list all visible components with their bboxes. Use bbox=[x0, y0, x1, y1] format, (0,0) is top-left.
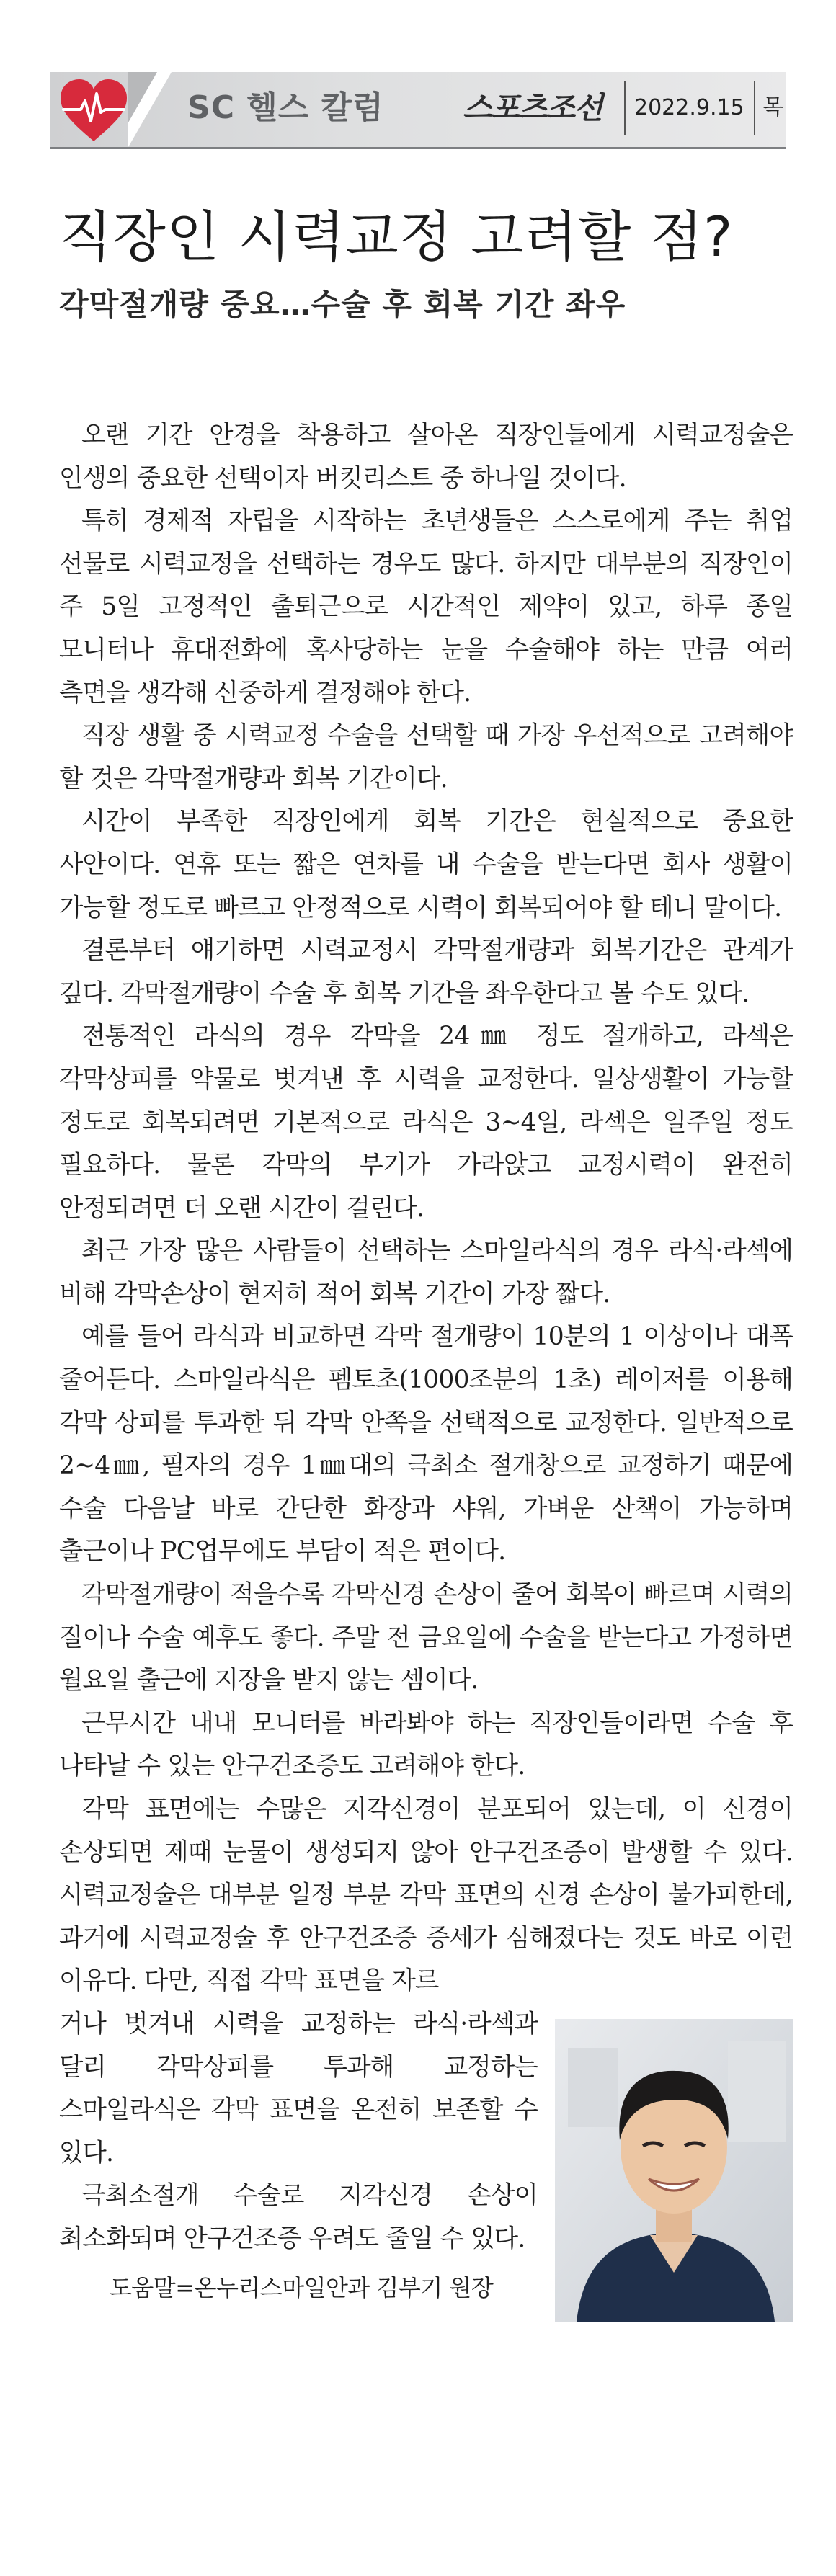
article-paragraph: 시간이 부족한 직장인에게 회복 기간은 현실적으로 중요한 사안이다. 연휴 또는 짧은 연차를 내 수술을 받는다면 회사 생활이 가능할 정도로 빠르고 안정적으로 시력이 회복되어야 할 테니 말이다. bbox=[59, 807, 793, 922]
article-paragraph: 직장 생활 중 시력교정 수술을 선택할 때 가장 우선적으로 고려해야 할 것은 각막절개량과 회복 기간이다. bbox=[59, 721, 793, 793]
newspaper-logo: 스포츠조선 bbox=[463, 90, 602, 125]
column-name: SC 헬스 칼럼 bbox=[187, 89, 384, 126]
article-paragraph-continued: 거나 벗겨내 시력을 교정하는 라식·라섹과 달리 각막상피를 투과해 교정하는 스마일라식은 각막 표면을 온전히 보존할 수 있다. bbox=[59, 2009, 538, 2167]
article-subtitle: 각막절개량 중요…수술 후 회복 기간 좌우 bbox=[59, 287, 626, 322]
article-paragraph: 근무시간 내내 모니터를 바라봐야 하는 직장인들이라면 수술 후 나타날 수 있는 안구건조증도 고려해야 한다. bbox=[59, 1708, 793, 1781]
article-paragraph: 각막절개량이 적을수록 각막신경 손상이 줄어 회복이 빠르며 시력의 질이나 수술 예후도 좋다. 주말 전 금요일에 수술을 받는다고 가정하면 월요일 출근에 지장을 받지 않는 셈이다. bbox=[59, 1580, 793, 1695]
photo-wrap-section bbox=[59, 2003, 793, 2309]
header-page-fold bbox=[128, 72, 172, 147]
article-body bbox=[59, 414, 793, 2322]
article-credit: 도움말=온누리스마일안과 김부기 원장 bbox=[110, 2273, 494, 2301]
article-paragraph: 최근 가장 많은 사람들이 선택하는 스마일라식의 경우 라식·라섹에 비해 각막손상이 현저히 적어 회복 기간이 가장 짧다. bbox=[59, 1236, 793, 1309]
article-paragraph: 전통적인 라식의 경우 각막을 24㎜ 정도 절개하고, 라섹은 각막상피를 약물로 벗겨낸 후 시력을 교정한다. 일상생활이 가능할 정도로 회복되려면 기본적으로 라식은 3~4일, 라섹은 일주일 정도 필요하다. 물론 각막의 부기가 가라앉고 교정시력이 완전히 안정되려면 더 오랜 시간이 걸린다. bbox=[59, 1022, 793, 1223]
doctor-portrait-photo bbox=[555, 2019, 793, 2322]
article-paragraph: 오랜 기간 안경을 착용하고 살아온 직장인들에게 시력교정술은 인생의 중요한 선택이자 버킷리스트 중 하나일 것이다. bbox=[59, 421, 793, 493]
publish-date: 2022.9.15 bbox=[624, 81, 744, 135]
article-paragraph: 결론부터 얘기하면 시력교정시 각막절개량과 회복기간은 관계가 깊다. 각막절개량이 수술 후 회복 기간을 좌우한다고 볼 수도 있다. bbox=[59, 936, 793, 1008]
heart-ecg-icon bbox=[59, 76, 128, 147]
article-title: 직장인 시력교정 고려할 점? bbox=[59, 205, 734, 269]
article-paragraph: 극최소절개 수술로 지각신경 손상이 최소화되며 안구건조증 우려도 줄일 수 있다. bbox=[59, 2181, 538, 2253]
publish-day: 목 bbox=[754, 81, 783, 135]
article-paragraph: 각막 표면에는 수많은 지각신경이 분포되어 있는데, 이 신경이 손상되면 제때 눈물이 생성되지 않아 안구건조증이 발생할 수 있다. 시력교정술은 대부분 일정 부분 각막 표면의 신경 손상이 불가피한데, 과거에 시력교정술 후 안구건조증 증세가 심해졌다는 것도 바로 이런 이유다. 다만, 직접 각막 표면을 자르 bbox=[59, 1795, 793, 1996]
article-paragraph: 예를 들어 라식과 비교하면 각막 절개량이 10분의 1 이상이나 대폭 줄어든다. 스마일라식은 펨토초(1000조분의 1초) 레이저를 이용해 각막 상피를 투과한 뒤 각막 안쪽을 선택적으로 교정한다. 일반적으로 2~4㎜, 필자의 경우 1㎜대의 극최소 절개창으로 교정하기 때문에 수술 다음날 바로 간단한 화장과 샤워, 가벼운 산책이 가능하며 출근이나 PC업무에도 부담이 적은 편이다. bbox=[59, 1322, 793, 1566]
article-paragraph: 특히 경제적 자립을 시작하는 초년생들은 스스로에게 주는 취업 선물로 시력교정을 선택하는 경우도 많다. 하지만 대부분의 직장인이 주 5일 고정적인 출퇴근으로 시간적인 제약이 있고, 하루 종일 모니터나 휴대전화에 혹사당하는 눈을 수술해야 하는 만큼 여러 측면을 생각해 신중하게 결정해야 한다. bbox=[59, 507, 793, 708]
